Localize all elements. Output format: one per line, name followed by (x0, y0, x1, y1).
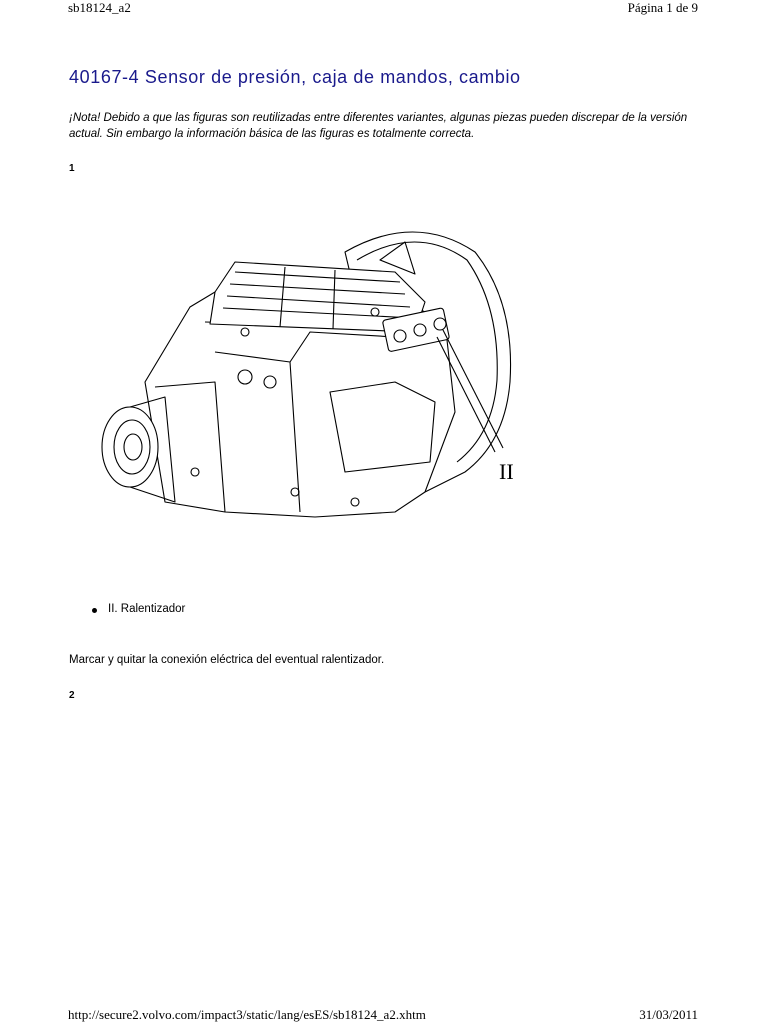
page-title: 40167-4 Sensor de presión, caja de mandos, cambio (69, 67, 521, 87)
figure-callout-label: II (499, 459, 514, 484)
note-paragraph: ¡Nota! Debido a que las figuras son reutilizadas entre diferentes variantes, algunas piezas pueden discrepar de la versión actual. Sin embargo la información básica de las figuras es totalmente correcta. (69, 112, 688, 140)
gearbox-illustration (95, 212, 535, 542)
header-doc-id: sb18124_a2 (68, 0, 131, 15)
step-number-2: 2 (69, 690, 75, 701)
footer-date: 31/03/2011 (639, 1007, 698, 1022)
legend-item: II. Ralentizador (92, 603, 185, 615)
legend-list (92, 603, 185, 615)
step-number-1: 1 (69, 163, 75, 174)
footer-url: http://secure2.volvo.com/impact3/static/lang/esES/sb18124_a2.xhtm (68, 1007, 426, 1022)
step-1-instruction: Marcar y quitar la conexión eléctrica del eventual ralentizador. (69, 654, 385, 666)
header-page-info: Página 1 de 9 (627, 0, 698, 15)
